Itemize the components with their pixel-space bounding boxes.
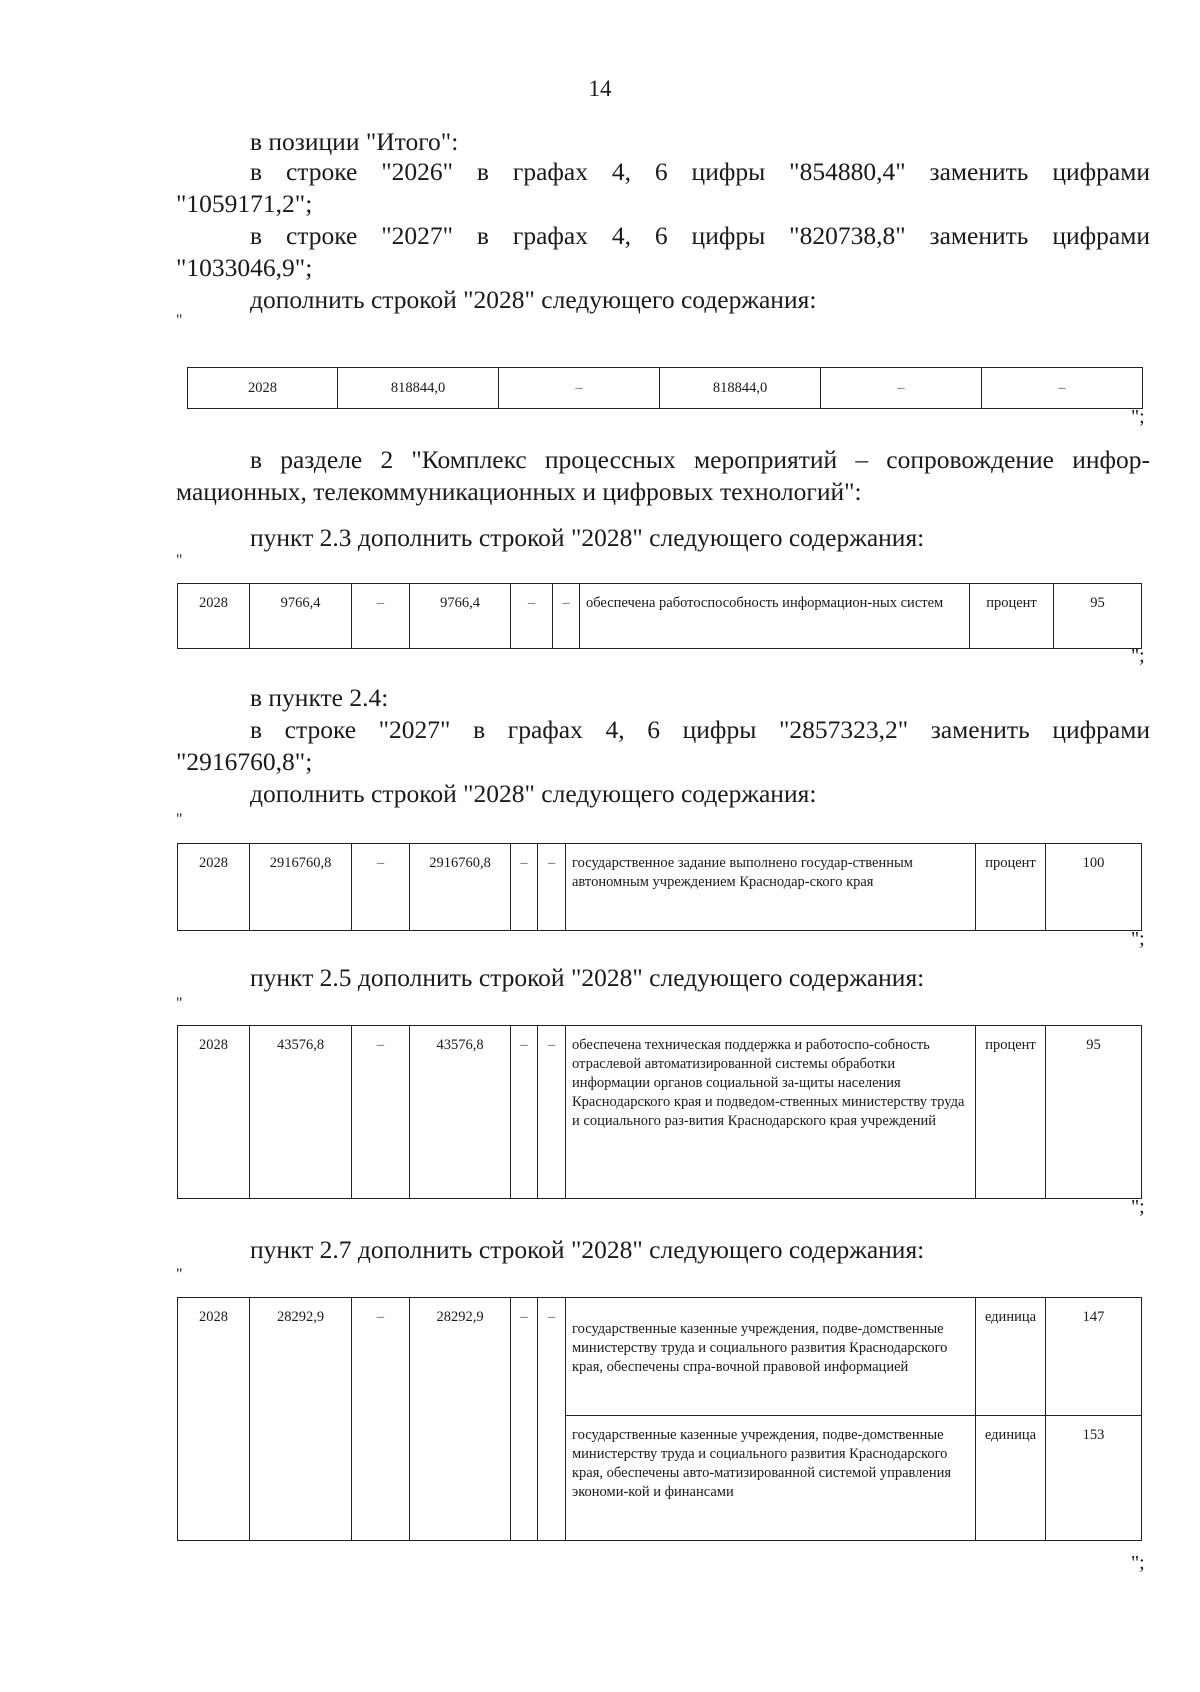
table-cell: – xyxy=(352,1026,410,1199)
table-cell-unit: единица xyxy=(976,1416,1046,1541)
table-cell-description: обеспечена работоспособность информацион-ных систем xyxy=(580,584,970,649)
table-cell-description: обеспечена техническая поддержка и работоспо-собность отраслевой автоматизированной системы обработки информации органов социальной за-щиты населения Краснодарского края и подведом-ственных министерству труда и социального раз-вития Краснодарского края учреждений xyxy=(566,1026,976,1199)
table-row xyxy=(178,584,1142,649)
close-quote: "; xyxy=(1131,645,1145,667)
text-line: в пункте 2.4: xyxy=(250,683,389,712)
table-item-2-5 xyxy=(177,1025,1142,1199)
table-year-2028-total xyxy=(187,367,1143,409)
table-cell: – xyxy=(511,584,553,649)
table-cell-unit: процент xyxy=(976,844,1046,931)
table-cell: – xyxy=(553,584,580,649)
table-row xyxy=(178,844,1142,931)
text-line: "1059171,2"; xyxy=(176,189,313,218)
table-cell: – xyxy=(821,368,982,409)
open-quote: " xyxy=(176,811,183,828)
table-cell-unit: единица xyxy=(976,1298,1046,1416)
table-cell: – xyxy=(538,844,566,931)
table-cell: – xyxy=(499,368,660,409)
table-cell-unit: процент xyxy=(970,584,1054,649)
text-line: мационных, телекоммуникационных и цифровых технологий": xyxy=(176,477,862,506)
table-cell: 43576,8 xyxy=(250,1026,352,1199)
table-cell: 2028 xyxy=(178,1298,250,1541)
open-quote: " xyxy=(176,312,183,329)
close-quote: "; xyxy=(1131,1552,1145,1574)
table-cell: – xyxy=(982,368,1143,409)
table-cell: 2028 xyxy=(178,584,250,649)
table-cell: 818844,0 xyxy=(338,368,499,409)
table-cell-description: государственные казенные учреждения, подве-домственные министерству труда и социального развития Краснодарского края, обеспечены авто-матизированной системой управления экономи-кой и финансами xyxy=(566,1416,976,1541)
table-cell-value: 95 xyxy=(1054,584,1142,649)
table-cell: 2028 xyxy=(178,1026,250,1199)
table-cell: 28292,9 xyxy=(410,1298,511,1541)
table-cell: 2028 xyxy=(178,844,250,931)
close-quote: "; xyxy=(1131,1196,1145,1218)
text-line: пункт 2.5 дополнить строкой "2028" следующего содержания: xyxy=(250,963,925,992)
table-cell: 28292,9 xyxy=(250,1298,352,1541)
table-cell: 9766,4 xyxy=(250,584,352,649)
table-cell-value: 147 xyxy=(1046,1298,1142,1416)
close-quote: "; xyxy=(1131,928,1145,950)
table-cell: 9766,4 xyxy=(410,584,511,649)
table-item-2-3 xyxy=(177,583,1142,649)
text-line: в строке "2027" в графах 4, 6 цифры "820738,8" заменить цифрами xyxy=(250,221,1150,250)
table-item-2-7 xyxy=(177,1297,1142,1541)
table-cell: – xyxy=(352,844,410,931)
table-cell: – xyxy=(352,1298,410,1541)
table-row xyxy=(178,1298,1142,1416)
text-line: в строке "2027" в графах 4, 6 цифры "2857323,2" заменить цифрами xyxy=(250,715,1150,744)
open-quote: " xyxy=(176,995,183,1012)
table-cell: 2916760,8 xyxy=(410,844,511,931)
table-cell: 818844,0 xyxy=(660,368,821,409)
text-line: в строке "2026" в графах 4, 6 цифры "854880,4" заменить цифрами xyxy=(250,157,1150,186)
table-cell: – xyxy=(538,1298,566,1541)
close-quote: "; xyxy=(1131,406,1145,428)
table-row xyxy=(188,368,1143,409)
table-cell: – xyxy=(538,1026,566,1199)
table-row xyxy=(178,1026,1142,1199)
text-line: пункт 2.7 дополнить строкой "2028" следующего содержания: xyxy=(250,1235,925,1264)
page-number: 14 xyxy=(588,76,612,101)
table-cell-unit: процент xyxy=(976,1026,1046,1199)
open-quote: " xyxy=(176,1266,183,1283)
table-item-2-4 xyxy=(177,843,1142,931)
table-cell: 2028 xyxy=(188,368,338,409)
text-line: дополнить строкой "2028" следующего содержания: xyxy=(250,285,817,314)
table-cell: – xyxy=(352,584,410,649)
text-line: пункт 2.3 дополнить строкой "2028" следующего содержания: xyxy=(250,523,925,552)
text-line: в позиции "Итого": xyxy=(250,127,459,156)
table-cell-value: 153 xyxy=(1046,1416,1142,1541)
table-cell-description: государственное задание выполнено государ-ственным автономным учреждением Краснодар-ского края xyxy=(566,844,976,931)
table-cell: – xyxy=(511,1026,538,1199)
table-cell: – xyxy=(511,844,538,931)
text-line: дополнить строкой "2028" следующего содержания: xyxy=(250,779,817,808)
table-cell: – xyxy=(511,1298,538,1541)
table-cell-value: 95 xyxy=(1046,1026,1142,1199)
table-cell: 2916760,8 xyxy=(250,844,352,931)
table-cell: 43576,8 xyxy=(410,1026,511,1199)
open-quote: " xyxy=(176,552,183,569)
table-cell-value: 100 xyxy=(1046,844,1142,931)
text-line: "1033046,9"; xyxy=(176,253,313,282)
text-line: в разделе 2 "Комплекс процессных мероприятий – сопровождение инфор- xyxy=(250,445,1150,474)
table-cell-description: государственные казенные учреждения, подве-домственные министерству труда и социального развития Краснодарского края, обеспечены спра-вочной правовой информацией xyxy=(566,1298,976,1416)
text-line: "2916760,8"; xyxy=(176,747,313,776)
